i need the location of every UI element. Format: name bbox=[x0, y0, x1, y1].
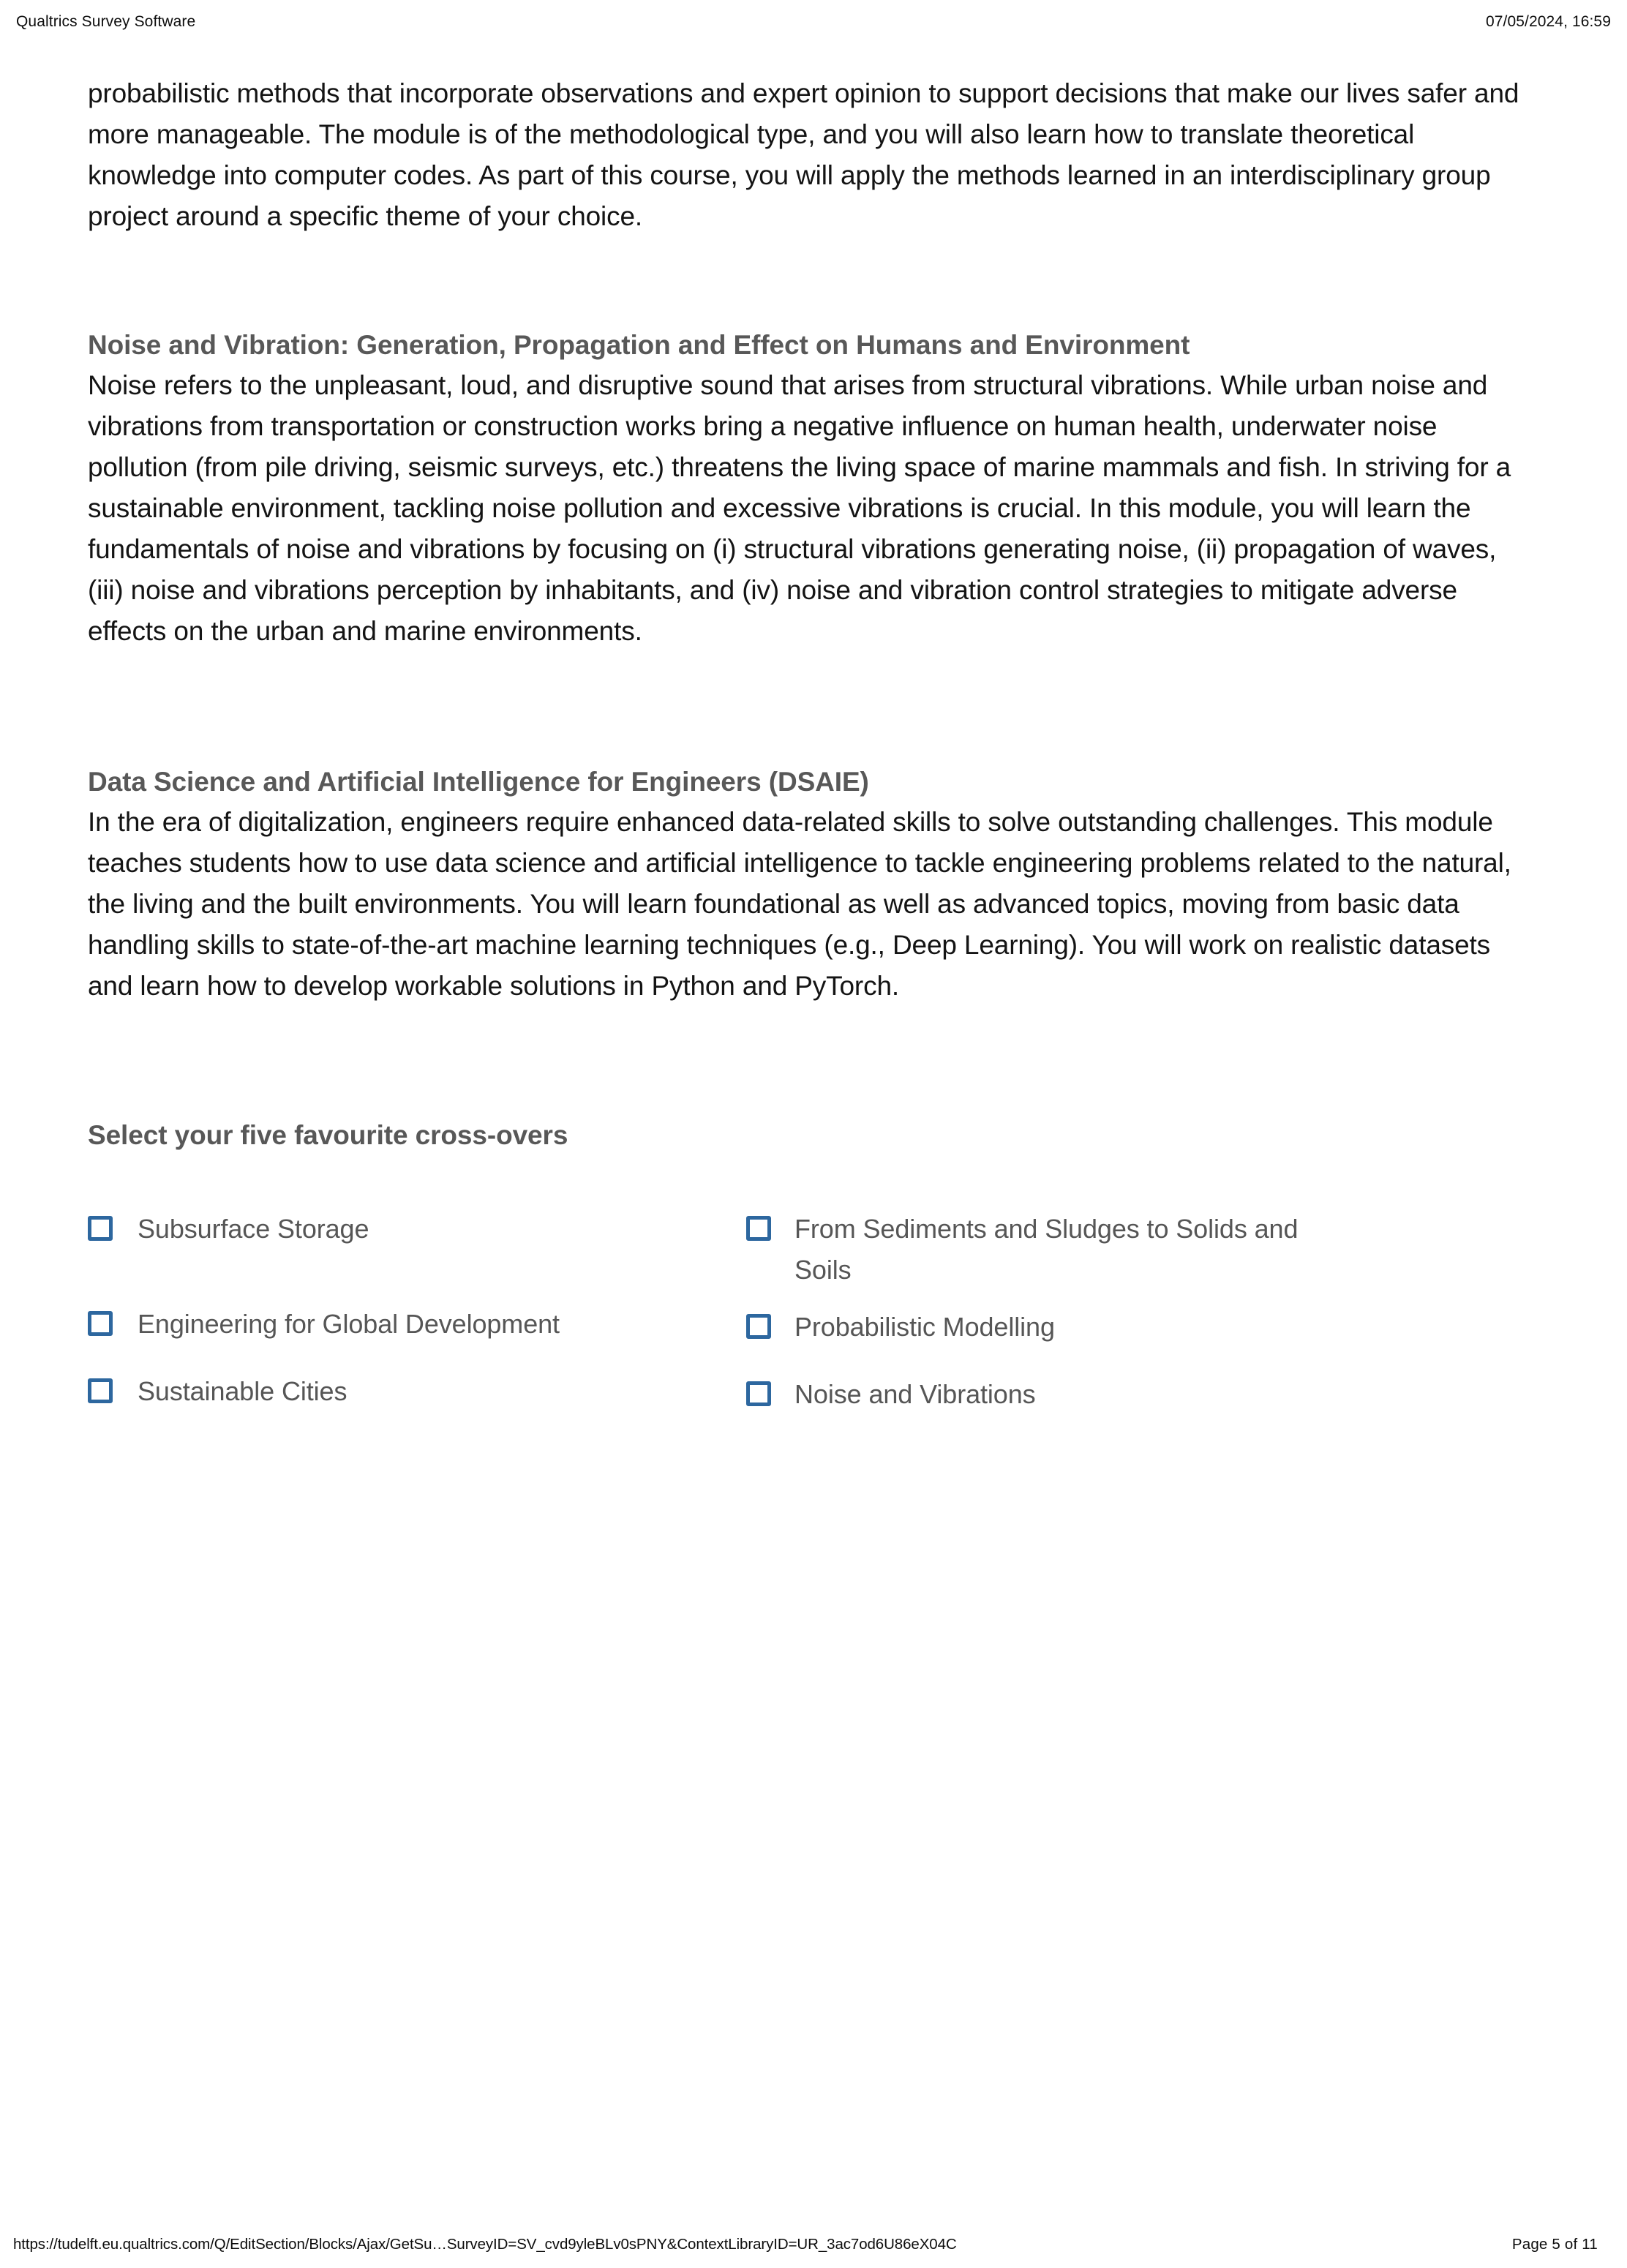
checkbox-icon[interactable] bbox=[88, 1311, 113, 1336]
choice-column-left bbox=[88, 1209, 746, 1441]
spacer bbox=[88, 237, 1544, 325]
print-header-title: Qualtrics Survey Software bbox=[16, 13, 196, 30]
section-body-dsaie: In the era of digitalization, engineers require enhanced data-related skills to solve outstanding challenges. This module teaches students how to use data science and artificial intelligence to tackle engineering problems related to the natural, the living and the built environments. You will learn foundational as well as advanced topics, moving from basic data handling skills to state-of-the-art machine learning techniques (e.g., Deep Learning). You will work on realistic datasets and learn how to develop workable solutions in Python and PyTorch. bbox=[88, 807, 1511, 1001]
choice-engineering-for-global-development[interactable] bbox=[88, 1304, 746, 1345]
print-header-timestamp: 07/05/2024, 16:59 bbox=[1485, 13, 1611, 30]
choice-column-right bbox=[746, 1209, 1448, 1441]
section-body-noise-vibration: Noise refers to the unpleasant, loud, and disruptive sound that arises from structural vibrations. While urban noise and vibrations from transportation or construction works bring a negative influence on human health, underwater noise pollution (from pile driving, seismic surveys, etc.) threatens the living space of marine mammals and fish. In striving for a sustainable environment, tackling noise pollution and excessive vibrations is crucial. In this module, you will learn the fundamentals of noise and vibrations by focusing on (i) structural vibrations generating noise, (ii) propagation of waves, (iii) noise and vibrations perception by inhabitants, and (iv) noise and vibration control strategies to mitigate adverse effects on the urban and marine environments. bbox=[88, 370, 1511, 646]
section-title-noise-vibration: Noise and Vibration: Generation, Propagation and Effect on Humans and Environment bbox=[88, 330, 1190, 360]
spacer bbox=[88, 1007, 1544, 1116]
choice-label: Subsurface Storage bbox=[138, 1214, 369, 1244]
question-prompt: Select your five favourite cross-overs bbox=[88, 1120, 568, 1150]
choice-probabilistic-modelling[interactable] bbox=[746, 1307, 1448, 1348]
choice-from-sediments-and-sludges-to-solids-and-soils[interactable] bbox=[746, 1209, 1448, 1291]
checkbox-icon[interactable] bbox=[746, 1381, 771, 1406]
section-title-dsaie: Data Science and Artificial Intelligence for Engineers (DSAIE) bbox=[88, 767, 869, 797]
choice-label: Noise and Vibrations bbox=[794, 1379, 1036, 1409]
print-footer-page-number: Page 5 of 11 bbox=[1511, 2236, 1598, 2253]
continued-paragraph: probabilistic methods that incorporate observations and expert opinion to support decisions that make our lives safer and more manageable. The module is of the methodological type, and you will also learn how to translate theoretical knowledge into computer codes. As part of this course, you will apply the methods learned in an interdisciplinary group project around a specific theme of your choice. bbox=[88, 78, 1519, 231]
choice-subsurface-storage[interactable] bbox=[88, 1209, 746, 1250]
choice-label: From Sediments and Sludges to Solids and Soils bbox=[794, 1214, 1299, 1285]
checkbox-icon[interactable] bbox=[746, 1314, 771, 1339]
print-footer bbox=[0, 2227, 1627, 2262]
choice-sustainable-cities[interactable] bbox=[88, 1371, 746, 1412]
checkbox-icon[interactable] bbox=[88, 1378, 113, 1403]
spacer bbox=[88, 652, 1544, 762]
document-content bbox=[88, 73, 1544, 1441]
checkbox-icon[interactable] bbox=[746, 1216, 771, 1241]
choice-label: Engineering for Global Development bbox=[138, 1309, 560, 1339]
checkbox-icon[interactable] bbox=[88, 1216, 113, 1241]
print-footer-url: https://tudelft.eu.qualtrics.com/Q/EditSection/Blocks/Ajax/GetSu…SurveyID=SV_cvd9yleBLv0sPNY&ContextLibraryID=UR_3ac7od6U86eX04C bbox=[13, 2236, 957, 2253]
choice-label: Sustainable Cities bbox=[138, 1376, 347, 1406]
choice-label: Probabilistic Modelling bbox=[794, 1312, 1055, 1342]
print-header bbox=[0, 0, 1627, 44]
choice-noise-and-vibrations[interactable] bbox=[746, 1374, 1448, 1415]
choice-grid bbox=[88, 1209, 1478, 1441]
